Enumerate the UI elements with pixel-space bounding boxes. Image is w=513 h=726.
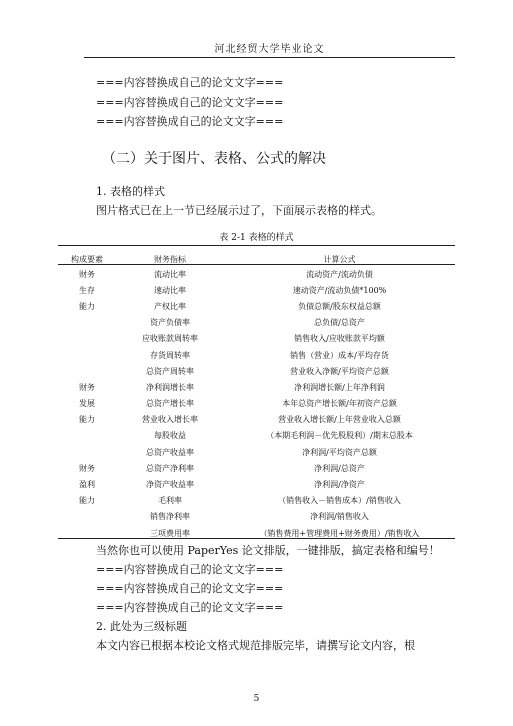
- table-cell-indicator: 总资产增长率: [146, 399, 194, 409]
- table-cell-indicator: 流动比率: [154, 269, 186, 279]
- table-cell-indicator: 应收账款周转率: [142, 334, 198, 344]
- table-cell-formula: （销售费用+管理费用+财务费用）/销售收入: [259, 528, 420, 538]
- table-cell-element: [58, 428, 116, 444]
- table-cell-indicator: 总资产净利率: [146, 463, 194, 473]
- table-cell-formula: 总负债/总资产: [314, 318, 365, 328]
- table-cell-formula: 销售（营业）成本/平均存货: [290, 350, 389, 360]
- table-cell-formula: 本年总资产增长额/年初资产总额: [282, 399, 397, 409]
- subsection-text: 图片格式已在上一节已经展示过了，下面展示表格的样式。: [96, 204, 382, 217]
- after-line-1: ===内容替换成自己的论文文字===: [96, 563, 284, 576]
- header-rule: [84, 57, 455, 58]
- subsection2-heading: 2. 此处为三级标题: [96, 620, 187, 633]
- table-row: [58, 363, 455, 379]
- intro-line-1: ===内容替换成自己的论文文字===: [96, 76, 284, 89]
- section-heading: （二）关于图片、表格、公式的解决: [102, 151, 326, 167]
- table-cell-element: 财务: [79, 382, 95, 392]
- table-cell-element: [58, 347, 116, 363]
- table-row: [58, 493, 455, 509]
- table-cell-formula: 营业收入净额/平均资产总额: [290, 366, 389, 376]
- table-row: [58, 315, 455, 331]
- page-number: 5: [253, 694, 260, 704]
- table-cell-formula: 净利润/销售收入: [310, 512, 369, 522]
- table-cell-indicator: 营业收入增长率: [142, 415, 198, 425]
- table-cell-formula: 速动资产/流动负债*100%: [292, 285, 387, 295]
- table-cell-element: 生存: [79, 285, 95, 295]
- table-cell-formula: 净利润/净资产: [314, 480, 365, 490]
- table-cell-indicator: 总资产周转率: [146, 366, 194, 376]
- table-cell-indicator: 总资产收益率: [146, 447, 194, 457]
- table-row: [58, 444, 455, 460]
- table-row: [58, 379, 455, 395]
- financial-indicator-table: [58, 252, 455, 541]
- table-cell-formula: 流动资产/流动负债: [306, 269, 373, 279]
- table-row: [58, 509, 455, 525]
- table-top-rule: [58, 245, 455, 246]
- table-caption: 表 2-1 表格的样式: [219, 233, 294, 243]
- table-row: [58, 428, 455, 444]
- paperyes-note: 当然你也可以使用 PaperYes 论文排版，一键排版，搞定表格和编号！: [96, 544, 440, 557]
- table-cell-indicator: 三项费用率: [150, 528, 190, 538]
- table-cell-element: [58, 315, 116, 331]
- subsection-heading: 1. 表格的样式: [96, 185, 165, 198]
- table-cell-element: 能力: [79, 496, 95, 506]
- table-cell-element: [58, 509, 116, 525]
- table-cell-formula: 净利润/平均资产总额: [302, 447, 377, 457]
- table-cell-indicator: 净资产收益率: [146, 480, 194, 490]
- table-cell-element: [58, 331, 116, 347]
- table-cell-indicator: 资产负债率: [150, 318, 190, 328]
- table-header-cell: 财务指标: [154, 254, 186, 264]
- table-cell-element: [58, 525, 116, 541]
- intro-line-3: ===内容替换成自己的论文文字===: [96, 115, 284, 128]
- table-row: [58, 266, 455, 282]
- table-cell-element: 能力: [79, 415, 95, 425]
- table-header-cell: 计算公式: [323, 254, 356, 264]
- table-cell-element: 盈利: [79, 480, 95, 490]
- table-cell-element: 能力: [79, 301, 95, 311]
- table-row: [58, 412, 455, 428]
- table-cell-element: [58, 363, 116, 379]
- table-cell-formula: 净利润增长额/上年净利润: [294, 382, 385, 392]
- table-row: [58, 476, 455, 492]
- table-header-cell: 构成要素: [71, 254, 103, 264]
- table-cell-indicator: 每股收益: [154, 431, 186, 441]
- table-row: [58, 396, 455, 412]
- table-cell-formula: （销售收入－销售成本）/销售收入: [278, 496, 401, 506]
- table-cell-indicator: 毛利率: [158, 496, 182, 506]
- intro-line-2: ===内容替换成自己的论文文字===: [96, 96, 284, 109]
- table-cell-formula: 负债总额/股东权益总额: [298, 301, 381, 311]
- table-row: [58, 460, 455, 476]
- table-cell-formula: （本期毛利润－优先股股利）/期末总股本: [266, 431, 413, 441]
- table-cell-formula: 营业收入增长额/上年营业收入总额: [278, 415, 401, 425]
- table-row: [58, 347, 455, 363]
- table-cell-element: 财务: [79, 269, 95, 279]
- table-cell-indicator: 销售净利率: [150, 512, 190, 522]
- table-row: [58, 282, 455, 298]
- table-cell-indicator: 净利润增长率: [146, 382, 194, 392]
- table-row: [58, 298, 455, 314]
- page-header: 河北经贸大学毕业论文: [214, 44, 325, 55]
- table-cell-element: 财务: [79, 463, 95, 473]
- table-header-row: [58, 252, 455, 266]
- after-line-3: ===内容替换成自己的论文文字===: [96, 601, 284, 614]
- table-cell-formula: 净利润/总资产: [314, 463, 365, 473]
- table-cell-element: [58, 444, 116, 460]
- table-row: [58, 525, 455, 541]
- after-line-2: ===内容替换成自己的论文文字===: [96, 582, 284, 595]
- table-row: [58, 331, 455, 347]
- body-text: 本文内容已根据本校论文格式规范排版完毕，请撰写论文内容，根: [96, 639, 415, 652]
- table-cell-formula: 销售收入/应收账款平均额: [294, 334, 385, 344]
- table-cell-element: 发展: [79, 399, 95, 409]
- table-cell-indicator: 存货周转率: [150, 350, 190, 360]
- table-cell-indicator: 速动比率: [154, 285, 186, 295]
- table-cell-indicator: 产权比率: [154, 301, 186, 311]
